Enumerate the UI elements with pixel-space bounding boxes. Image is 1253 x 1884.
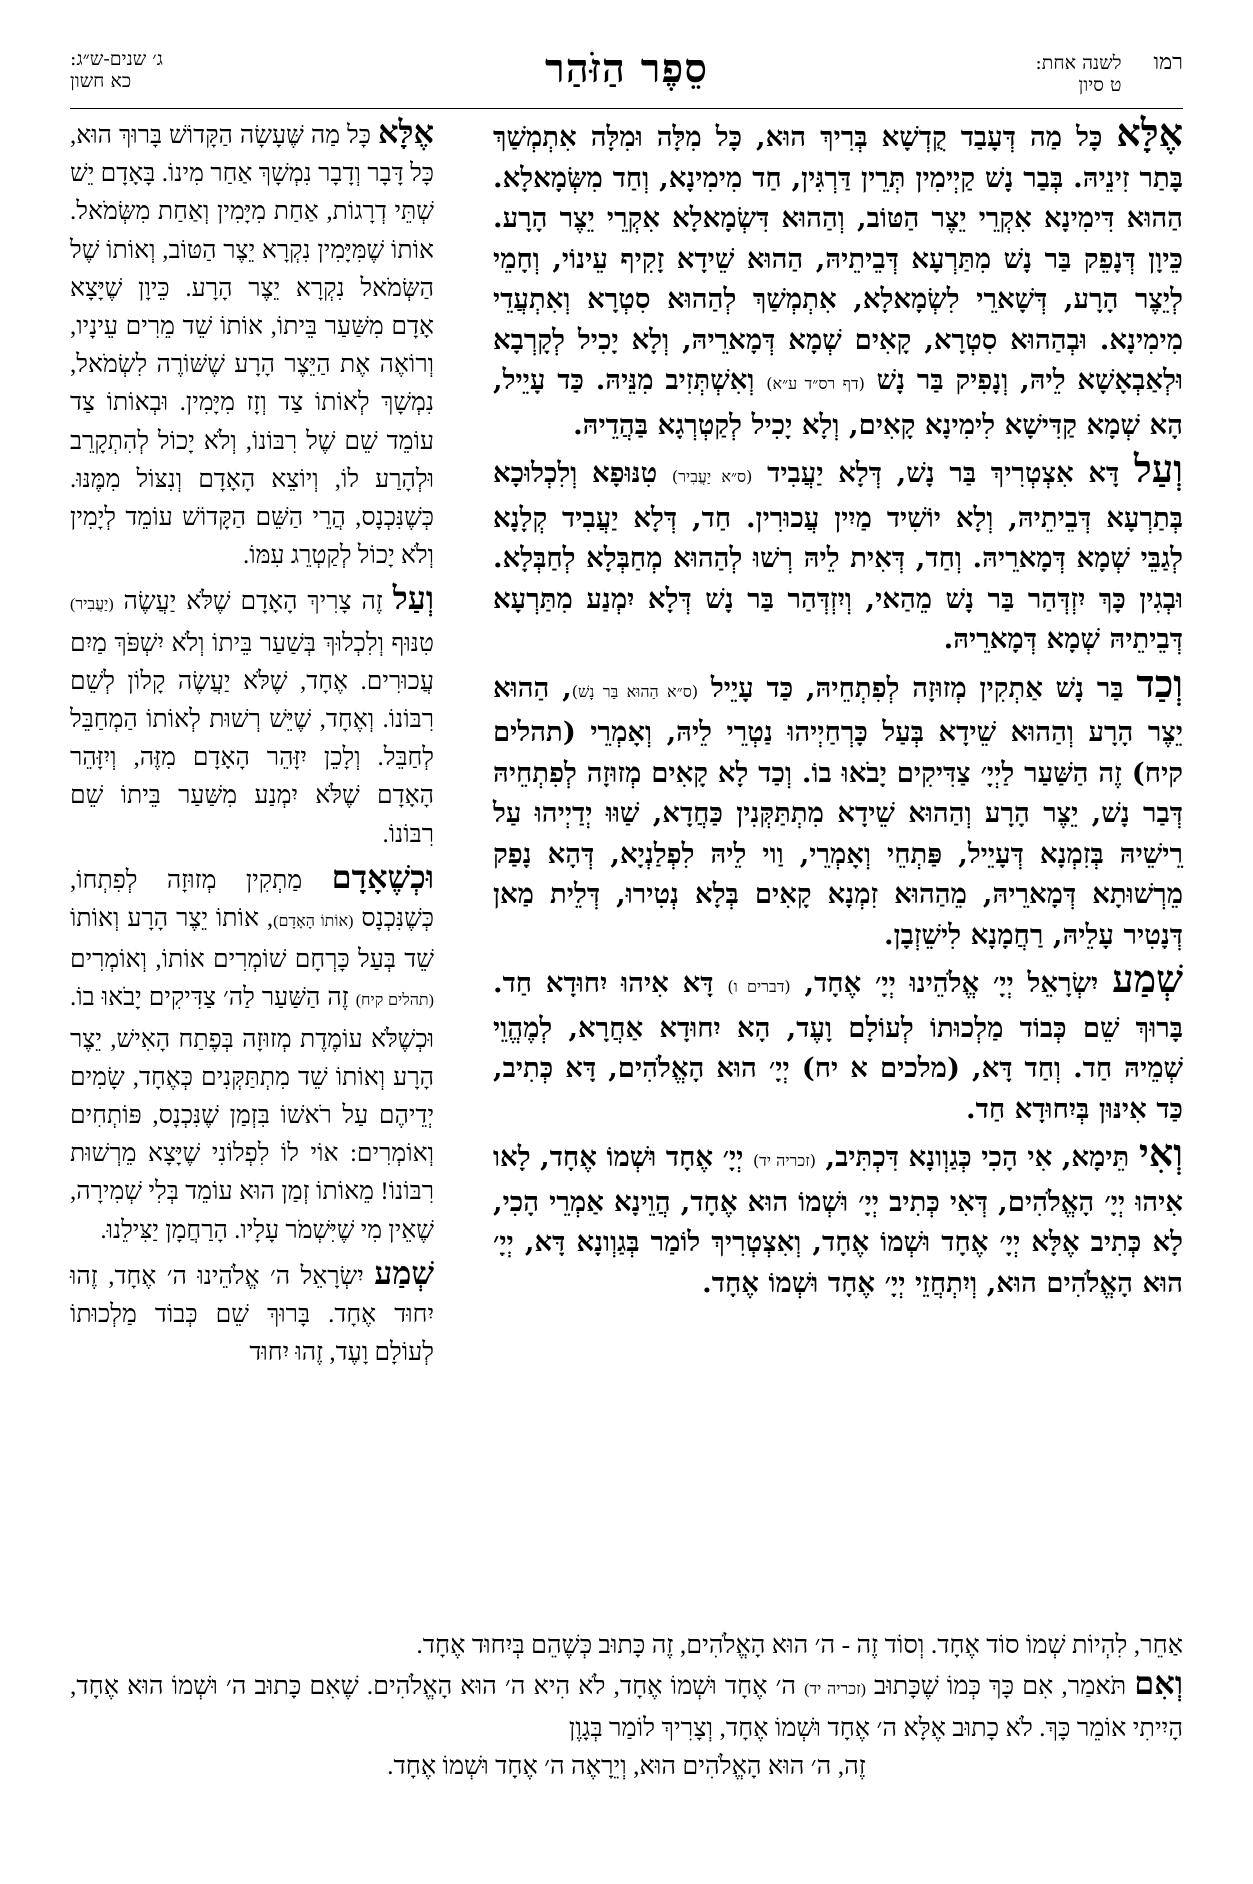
- paragraph-lead-word: וְכַד: [1136, 660, 1183, 706]
- verse-reference: (זכריה יד): [752, 1151, 816, 1170]
- paragraph-text: וְאִשְׁתְּזִיב מִנֵּיהּ. כַּד עָיֵיל, הָא שְׁמָא קַדִּישָׁא לִימִינָא קָאִים, וְלָא יָכִיל לְקַטְרְגָא בַּהֲדֵיהּ.: [493, 364, 1183, 441]
- paragraph-text: כָּל מַה שֶּׁעָשָׂה הַקָּדוֹשׁ בָּרוּךְ הוּא, כָּל דָּבָר וְדָבָר נִמְשָׁךְ אַחַר מִינוֹ. בָּאָדָם יֵשׁ שְׁתֵּי דְרָגוֹת, אַחַת מִיָּמִין וְאַחַת מִשְּׂמֹאל. אוֹתוֹ שֶׁמִּיָּמִין נִקְרָא יֵצֶר הַטּוֹב, וְאוֹתוֹ שֶׁל הַשְּׂמֹאל נִקְרָא יֵצֶר הָרָע. כֵּיוָן שֶׁיָּצָא אָדָם מִשַּׁעַר בֵּיתוֹ, אוֹתוֹ שֵׁד מֵרִים עֵינָיו, וְרוֹאֶה אֶת הַיֵּצֶר הָרָע שֶׁשּׁוֹרֶה לִשְׂמֹאל, נִמְשָׁךְ לְאוֹתוֹ צַד וְזָז מִיָּמִין. וּבְאוֹתוֹ צַד עוֹמֵד שֵׁם שֶׁל רִבּוֹנוֹ, וְלֹא יָכוֹל לְהִתְקָרֵב וּלְהָרַע לוֹ, וְיוֹצֵא הָאָדָם וְנִצּוֹל מִמֶּנּוּ. כְּשֶׁנִּכְנָס, הֲרֵי הַשֵּׁם הַקָּדוֹשׁ עוֹמֵד לְיָמִין וְלֹא יָכוֹל לְקַטְרֵג עִמּוֹ.: [70, 122, 434, 570]
- paragraph: [70, 113, 434, 575]
- page-reference: (דף רס״ד ע״א): [766, 374, 865, 393]
- paragraph-lead-word: וְאִם: [1134, 1665, 1183, 1701]
- paragraph: [493, 660, 1183, 956]
- verse-reference: (תהלים קיח): [355, 992, 434, 1010]
- paragraph-text: יִשְׂרָאֵל יְיָ׳ אֱלֹהֵינוּ יְיָ׳ אֶחָד,: [790, 967, 1113, 999]
- paragraph: [70, 1254, 434, 1373]
- hebrew-translation-column: [70, 113, 434, 1631]
- paragraph-text: ה׳ אֶחָד וּשְׁמוֹ אֶחָד, לֹא הִיא ה׳ הוּא הָאֱלֹהִים. שֶׁאִם כָּתוּב ה׳ וּשְׁמוֹ הוּא אֶחָד, הָיִיתִי אוֹמֵר כָּךְ. לֹא כָתוּב אֶלָּא ה׳ אֶחָד וּשְׁמוֹ אֶחָד, וְצָרִיךְ לוֹמַר בְּגָוֶן: [70, 1671, 1183, 1742]
- translation-continuation: [70, 1626, 1183, 1785]
- continuation-paragraph: [70, 1664, 1183, 1747]
- paragraph-text: , הַהוּא יֵצֶר הָרָע וְהַהוּא שֵׁידָא בְּעַל כָּרְחַיְיהוּ נַטְרֵי לֵיהּ, וְאָמְרֵי (תהלים קיח) זֶה הַשַּׁעַר לַיְיָ׳ צַדִּיקִים יָבֹאוּ בוֹ. וְכַד לָא קָאִים מְזוּזָה לְפִתְחֵיהּ דְּבַר נָשׁ, יֵצֶר הָרָע וְהַהוּא שֵׁידָא מִתְתַּקְּנִין כַּחֲדָא, שַׁוּוּ יְדַיְיהוּ עַל רֵישֵׁיהּ בְּזִמְנָא דְּעָיֵיל, פַּתְחֵי וְאָמְרֵי, וַוי לֵיהּ לִפְלַנְיָא, דְּהָא נָפַק מֵרְשׁוּתָא דְּמָארֵיהּ, מֵהַהוּא זִמְנָא קָאִים בְּלָא נְטִירוּ, דְּלֵית מַאן דְּנָטִיר עָלֵיהּ, רַחֲמָנָא לִישֵׁזְבָן.: [493, 671, 1183, 951]
- paragraph-text: זֶה, ה׳ הוּא הָאֱלֹהִים הוּא, וְיֵרָאֶה ה׳ אֶחָד וּשְׁמוֹ אֶחָד.: [387, 1751, 866, 1780]
- paragraph-text: דָּא אִצְטְרִיךְ בַּר נָשׁ, דְּלָא יַעֲבִיד: [752, 457, 1134, 489]
- paragraph-text: מַתְקִין מְזוּזָה לְפִתְחוֹ, כְּשֶׁנִּכְנָס: [70, 866, 434, 933]
- aramaic-text-column: [493, 110, 1184, 1631]
- paragraph-lead-word: וּכְשֶׁאָדָם: [331, 858, 434, 895]
- paragraph-text: זֶה הַשַּׁעַר לַה׳ צַדִּיקִים יָבֹאוּ בוֹ. וּכְשֶׁלֹּא עוֹמֶדֶת מְזוּזָה בְּפֶתַח הָאִישׁ, יֵצֶר הָרָע וְאוֹתוֹ שֵׁד מִתְתַּקְּנִים כְּאֶחָד, שָׂמִים יְדֵיהֶם עַל רֹאשׁוֹ בִּזְמַן שֶׁנִּכְנָס, פּוֹתְחִים וְאוֹמְרִים: אוֹי לוֹ לִפְלוֹנִי שֶׁיָּצָא מֵרְשׁוּת רִבּוֹנוֹ! מֵאוֹתוֹ זְמַן הוּא עוֹמֵד בְּלִי שְׁמִירָה, שֶׁאֵין מִי שֶׁיִּשְׁמֹר עָלָיו. הָרַחֲמָן יַצִּילֵנוּ.: [70, 984, 434, 1244]
- paragraph-text: יִשְׂרָאֵל ה׳ אֱלֹהֵינוּ ה׳ אֶחָד, זֶהוּ יִחוּד אֶחָד. בָּרוּךְ שֵׁם כְּבוֹד מַלְכוּתוֹ לְעוֹלָם וָעֶד, זֶהוּ יִחוּד: [70, 1262, 434, 1367]
- continuation-line: [70, 1626, 1183, 1664]
- paragraph: [493, 1130, 1183, 1303]
- paragraph-text: כָּל מַה דְּעָבַד קֻדְשָׁא בְּרִיךְ הוּא, כָּל מִלָּה וּמִלָּה אִתְמְשַׁךְ בָּתַר זִינֵיהּ. בְּבַר נָשׁ קַיְימִין תְּרֵין דַּרְגִּין, חַד מִימִינָא, וְחַד מִשְּׂמָאלָא. הַהוּא דִּימִינָא אִקְרֵי יֵצֶר הַטּוֹב, וְהַהוּא דִּשְׂמָאלָא אִקְרֵי יֵצֶר הָרָע. כֵּיוָן דְּנָפֵק בַּר נָשׁ מִתַּרְעָא דְּבֵיתֵיהּ, הַהוּא שֵׁידָא זָקִיף עֵינוֹי, וְחָמֵי לְיֵצֶר הָרָע, דְּשָׁארֵי לִשְׂמָאלָא, אִתְמְשַׁךְ לְהַהוּא סִטְרָא וְאִתְעֲדֵי מִימִינָא. וּבְהַהוּא סִטְרָא, קָאִים שְׁמָא דְּמָארֵיהּ, וְלָא יָכִיל לְקָרְבָא וּלְאַבְאָשָׁא לֵיהּ, וְנָפִיק בַּר נָשׁ: [493, 121, 1183, 396]
- schedule-label: לשנה אחת:: [1035, 52, 1122, 74]
- paragraph-text: יְיָ׳ אֶחָד וּשְׁמוֹ אֶחָד, לָאו אִיהוּ יְיָ׳ הָאֱלֹהִים, דְּאִי כְּתִיב יְיָ׳ וּשְׁמוֹ הוּא אֶחָד, הֲוֵינָא אַמְרֵי הָכִי, לָא כְּתִיב אֶלָּא יְיָ׳ אֶחָד וּשְׁמוֹ אֶחָד, וְאִצְטְרִיךְ לוֹמַר בְּגַוְונָא דָּא, יְיָ׳ הוּא הָאֱלֹהִים הוּא, וְיִתְחֲזֵי יְיָ׳ אֶחָד וּשְׁמוֹ אֶחָד.: [493, 1141, 1183, 1299]
- paragraph-text: אַחֵר, לִהְיוֹת שְׁמוֹ סוֹד אֶחָד. וְסוֹד זֶה - ה׳ הוּא הָאֱלֹהִים, זֶה כָּתוּב כְּשֶׁהֵם בְּיִחוּד אֶחָד.: [416, 1630, 1183, 1659]
- paragraph-lead-word: אֶלָּא: [377, 114, 434, 150]
- schedule-date: כא חשון: [70, 70, 132, 92]
- verse-reference: (זכריה יד): [804, 1681, 866, 1698]
- paragraph-lead-word: אֶלָּא: [1116, 110, 1183, 155]
- paragraph-text: , אוֹתוֹ יֵצֶר הָרָע וְאוֹתוֹ שֵׁד בְּעַל כָּרְחָם שׁוֹמְרִים אוֹתוֹ, וְאוֹמְרִים: [70, 905, 434, 974]
- schedule-label: ג׳ שנים-ש״ג:: [70, 48, 163, 70]
- paragraph: [493, 110, 1183, 445]
- verse-reference: (דברים ו): [727, 977, 791, 996]
- paragraph-text: תֵּימָא, אִי הָכִי כְּגַוְונָא דִּכְתִּיב,: [815, 1141, 1139, 1173]
- variant-reading: (ס״א יַעֲבִיר): [671, 467, 753, 486]
- paragraph-lead-word: שְׁמַע: [1112, 956, 1184, 1001]
- variant-reading: (יַעֲבִיר): [70, 596, 114, 614]
- paragraph-lead-word: וְאִי: [1138, 1130, 1183, 1175]
- paragraph: [493, 446, 1183, 660]
- paragraph-lead-word: וְעַל: [392, 580, 434, 617]
- paragraph: [70, 579, 434, 853]
- paragraph-text: טִנּוּפָא וְלִכְלוּכָא בְּתַרְעָא דְּבֵיתֵיהּ, וְלָא יוֹשִׁיד מַיִין עֲכוּרִין. חַד, דְּלָא יַעֲבִיד קְלָנָא לְגַבֵּי שְׁמָא דְּמָארֵיהּ. וְחַד, דְּאִית לֵיהּ רְשׁוּ לְהַהוּא מְחַבְּלָא לְחַבְּלָא. וּבְגִין כָּךְ יִזְדְּהַר בַּר נָשׁ מֵהַאי, וְיִזְדְּהַר בַּר נָשׁ דְּלָא יִמְנַע מִתַּרְעָא דְּבֵיתֵיהּ שְׁמָא דְּמָארֵיהּ.: [493, 457, 1183, 655]
- paragraph-text: זֶה צָרִיךְ הָאָדָם שֶׁלֹּא יַעֲשֶׂה: [113, 588, 393, 616]
- paragraph: [493, 956, 1184, 1129]
- variant-reading: (אוֹתוֹ הָאָדָם): [273, 913, 354, 931]
- schedule-date: ט סיון: [1078, 74, 1122, 96]
- paragraph-text: תֹּאמַר, אִם כָּךְ כְּמוֹ שֶׁכָּתוּב: [865, 1671, 1135, 1700]
- book-title: סֵפֶר הַזֹּהַר: [545, 45, 708, 92]
- variant-reading: (ס״א הַהוּא בַּר נָשׁ): [571, 681, 699, 701]
- page-number: רמו: [1153, 50, 1183, 75]
- paragraph-text: בַּר נָשׁ אַתְקִין מְזוּזָה לְפִתְחֵיהּ, כַּד עָיֵיל: [698, 671, 1137, 704]
- continuation-last-line: [70, 1747, 1183, 1785]
- paragraph-text: דָּא אִיהוּ יִחוּדָא חַד. בָּרוּךְ שֵׁם כְּבוֹד מַלְכוּתוֹ לְעוֹלָם וָעֶד, הָא יִחוּדָא אַחֲרָא, לְמֶהֱוֵי שְׁמֵיהּ חַד. וְחַד דָּא, (מלכים א יח) יְיָ׳ הוּא הָאֱלֹהִים, דָּא כְּתִיב, כַּד אִינּוּן בְּיִחוּדָא חַד.: [493, 967, 1183, 1125]
- text-columns: [70, 110, 1184, 1631]
- paragraph: [70, 858, 434, 1250]
- study-schedule-three-year: [70, 48, 163, 92]
- paragraph-lead-word: וְעַל: [1133, 446, 1183, 491]
- running-header: [70, 45, 1183, 109]
- paragraph-lead-word: שְׁמַע: [374, 1254, 434, 1291]
- paragraph-text: טִנּוּף וְלִכְלוּךְ בְּשַׁעַר בֵּיתוֹ וְלֹא יִשְׁפֹּךְ מַיִם עֲכוּרִים. אֶחָד, שֶׁלֹּא יַעֲשֶׂה קָלוֹן לְשֵׁם רִבּוֹנוֹ. וְאֶחָד, שֶׁיֵּשׁ רְשׁוּת לְאוֹתוֹ הַמְחַבֵּל לְחַבֵּל. וְלָכֵן יִזָּהֵר הָאָדָם מִזֶּה, וְיִזָּהֵר הָאָדָם שֶׁלֹּא יִמְנַע מִשַּׁעַר בֵּיתוֹ שֵׁם רִבּוֹנוֹ.: [70, 629, 434, 848]
